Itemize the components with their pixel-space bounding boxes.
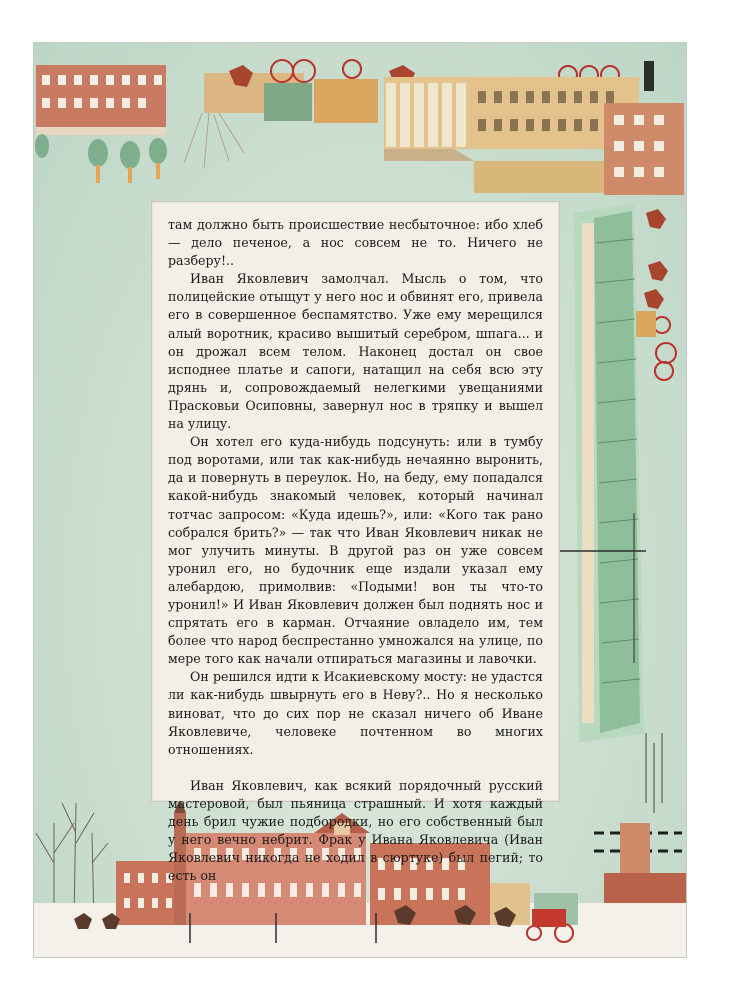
illustrated-page <box>33 42 687 958</box>
townscape-right-icon <box>560 203 686 957</box>
paragraph: там должно быть происшествие несбыточное: ибо хлеб — дело печеное, а нос совсем не то. Ничего не разберу!.. <box>168 217 543 269</box>
text-panel <box>151 201 560 884</box>
paragraph: Иван Яковлевич, как всякий порядочный русский мастеровой, был пьяница страшный. И хотя каждый день брил чужие подбородки, но его собственный был у него вечно небрит. Фрак у Ивана Яковлевича (Иван Яковлевич никогда не ходил в сюртуке) был пегий; то есть он <box>168 777 543 884</box>
paragraph: Он решился идти к Исакиевскому мосту: не удастся ли как-нибудь швырнуть его в Неву?.. Но я несколько виноват, что до сих пор не сказал ничего об Иване Яковлевиче, человеке почтенном во многих отношениях. <box>168 669 543 757</box>
story-text <box>168 216 543 885</box>
paragraph: Иван Яковлевич замолчал. Мысль о том, что полицейские отыщут у него нос и обвинят его, привела его в совершенное беспамятство. Уже ему мерещился алый воротник, красиво вышитый серебром, шпага... и он дрожал всем телом. Наконец достал он свое исподнее платье и сапоги, натащил на себя всю эту дрянь и, сопровождаемый нелегкими увещаниями Прасковьи Осиповны, завернул нос в тряпку и вышел на улицу. <box>168 271 543 432</box>
paragraph: Он хотел его куда-нибудь подсунуть: или в тумбу под воротами, или так как-нибудь нечаянно выронить, да и повернуть в переулок. Но, на беду, ему попадался какой-нибудь знакомый человек, который начинал тотчас запросом: «Куда идешь?», или: «Кого так рано собрался брить?» — так что Иван Яковлевич никак не мог улучить минуты. В другой раз он уже совсем уронил его, но будочник еще издали указал ему алебардою, примолвив: «Подыми! вон ты что-то уронил!» И Иван Яковлевич должен был поднять нос и спрятать его в карман. Отчаяние овладело им, тем более что народ беспрестанно умножался на улице, по мере того как начали отпираться магазины и лавочки. <box>168 434 543 667</box>
townscape-top-icon <box>35 60 684 195</box>
